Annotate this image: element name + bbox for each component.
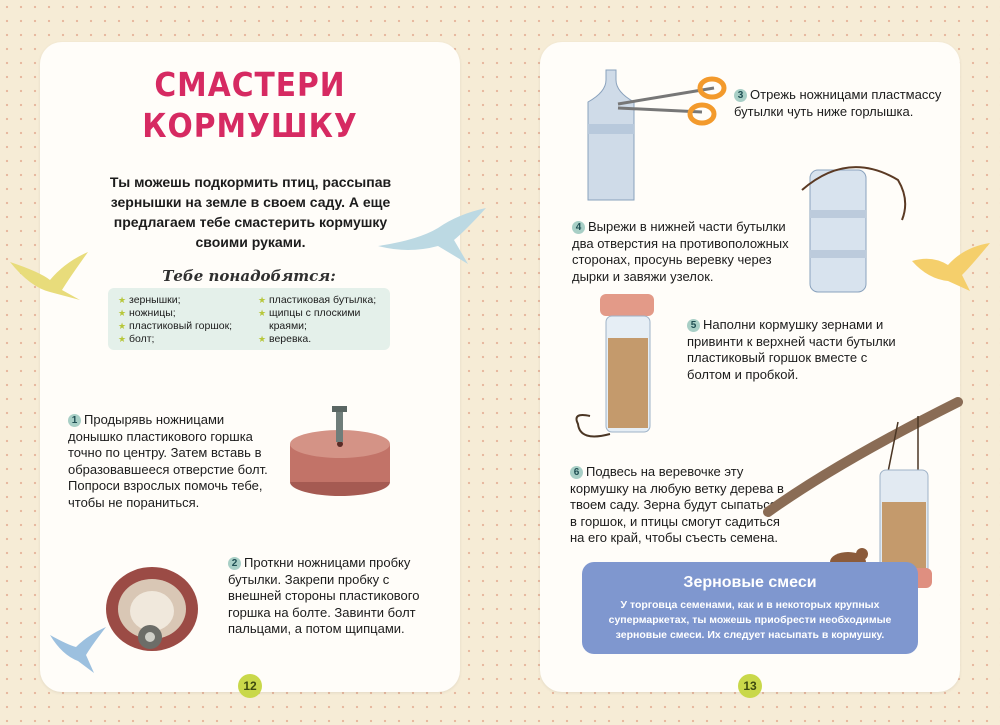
blue-swallow-icon (48, 625, 108, 675)
materials-column-1 (118, 294, 246, 346)
step-1 (68, 412, 268, 511)
blue-bird-icon-left (378, 206, 488, 266)
page-number: 12 (238, 674, 262, 698)
step-2 (228, 555, 433, 638)
title-line-1: СМАСТЕРИ (154, 65, 346, 104)
step-number: 2 (228, 557, 241, 570)
step-text: Подвесь на веревочке эту кормушку на любую ветку дерева в твоем саду. Зерна будут сыпаться в горшок, и птицы смогут садиться на его край, чтобы съесть семена. (570, 464, 784, 545)
bottle-scissors-illustration (584, 68, 734, 208)
hanging-feeder-illustration (768, 382, 958, 562)
bottle-string-illustration (798, 160, 928, 300)
material-item: ★ зернышки; (118, 294, 246, 307)
materials-box (108, 267, 390, 350)
step-text: Продырявь ножницами донышко пластикового горшка точно по центру. Затем вставь в образовавшееся отверстие болт. Попроси взрослых помочь тебе, чтобы не пораниться. (68, 412, 268, 510)
filled-feeder-illustration (570, 294, 680, 454)
step-text: Наполни кормушку зернами и привинти к верхней части бутылки пластиковый горшок вместе с болтом и пробкой. (687, 317, 896, 382)
title-line-2: КОРМУШКУ (142, 106, 358, 145)
step-number: 1 (68, 414, 81, 427)
step-number: 4 (572, 221, 585, 234)
step-text: Вырежи в нижней части бутылки два отверстия на противоположных сторонах, просунь веревку через дырки и завяжи узелок. (572, 219, 789, 284)
right-page (540, 42, 960, 692)
materials-title: Тебе понадобятся: (162, 267, 336, 285)
material-item: ★ ножницы; (118, 307, 246, 320)
info-box-title: Зерновые смеси (683, 574, 817, 591)
pot-with-cap-illustration (102, 549, 222, 659)
material-item: ★ пластиковый горшок; (118, 320, 246, 333)
yellow-bird-icon-right (912, 243, 992, 293)
step-4 (572, 219, 794, 285)
step-text: Проткни ножницами пробку бутылки. Закрепи пробку с внешней стороны пластикового горшка на болте. Завинти болт пальцами, а потом щипцами. (228, 555, 420, 636)
material-item: ★ пластиковая бутылка; (258, 294, 388, 307)
page-number: 13 (738, 674, 762, 698)
pot-with-bolt-illustration (282, 404, 442, 504)
intro-text: Ты можешь подкормить птиц, рассыпав зернышки на земле в своем саду. А еще предлагаем тебе смастерить кормушку своими руками. (109, 174, 392, 250)
materials-column-2 (258, 294, 388, 346)
step-number: 3 (734, 89, 747, 102)
material-item: ★ веревка. (258, 333, 388, 346)
info-box-grain-mixes (582, 562, 918, 654)
step-text: Отрежь ножницами пластмассу бутылки чуть ниже горлышка. (734, 87, 942, 119)
step-number: 5 (687, 319, 700, 332)
info-box-text: У торговца семенами, как и в некоторых крупных супермаркетах, ты можешь приобрести необходимые зерновые смеси. Их следует насыпать в кормушку. (608, 599, 892, 641)
step-3 (734, 87, 949, 120)
step-number: 6 (570, 466, 583, 479)
material-item: ★ щипцы с плоскими краями; (258, 307, 388, 333)
page-title (40, 64, 460, 146)
left-page (40, 42, 460, 692)
yellow-bird-icon-left (10, 252, 90, 302)
step-5 (687, 317, 909, 383)
step-6 (570, 464, 785, 547)
material-item: ★ болт; (118, 333, 246, 346)
